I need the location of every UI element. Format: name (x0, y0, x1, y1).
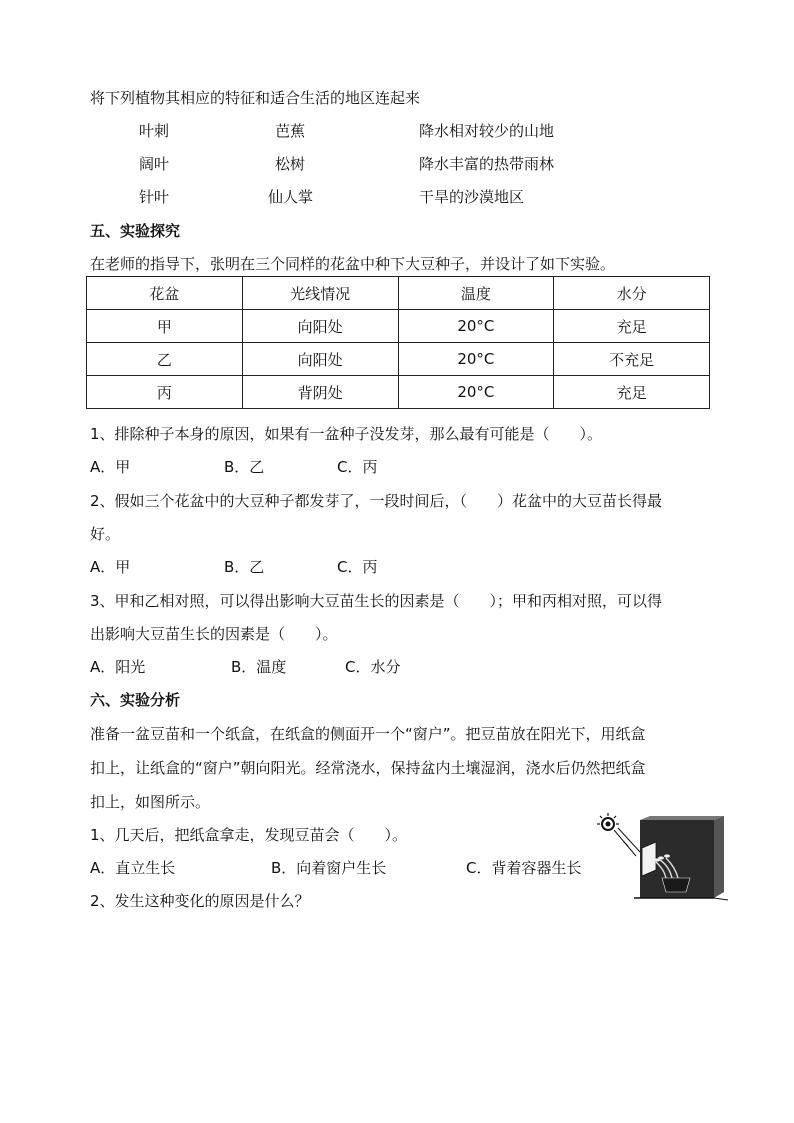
table-cell: 不充足 (554, 343, 710, 376)
section6-paragraph-line: 扣上，让纸盒的“窗户”朝向阳光。经常浇水，保持盆内土壤湿润，浇水后仍然把纸盒 (90, 759, 646, 777)
s5-question-3: 3、甲和乙相对照，可以得出影响大豆苗生长的因素是（ ）；甲和丙相对照，可以得 (90, 592, 663, 610)
table-row (87, 310, 710, 343)
s5-q3-option-c: C．水分 (345, 658, 401, 676)
section5-heading: 五、实验探究 (90, 222, 181, 240)
s5-q3-option-a: A．阳光 (90, 658, 146, 676)
matching-plant: 松树 (275, 155, 306, 173)
table-row (87, 343, 710, 376)
s6-q1-option-a: A．直立生长 (90, 859, 176, 877)
s5-q1-option-b: B．乙 (224, 458, 265, 476)
table-cell: 20°C (398, 376, 554, 409)
seedling-box-figure (594, 812, 730, 904)
matching-plant: 芭蕉 (275, 122, 306, 140)
matching-region: 降水相对较少的山地 (419, 122, 555, 140)
s6-question-2: 2、发生这种变化的原因是什么？ (90, 892, 310, 910)
table-header-cell: 温度 (398, 277, 554, 310)
s5-q1-option-c: C．丙 (337, 458, 378, 476)
s6-q1-option-b: B．向着窗户生长 (271, 859, 387, 877)
s5-question-2-cont: 好。 (90, 525, 121, 543)
section6-heading: 六、实验分析 (90, 691, 181, 709)
section6-paragraph-line: 扣上，如图所示。 (90, 793, 211, 811)
section5-intro: 在老师的指导下，张明在三个同样的花盆中种下大豆种子，并设计了如下实验。 (90, 255, 616, 273)
s5-question-2: 2、假如三个花盆中的大豆种子都发芽了，一段时间后，（ ）花盆中的大豆苗长得最 (90, 492, 663, 510)
table-cell: 乙 (87, 343, 243, 376)
box-window-icon (642, 842, 656, 876)
s5-q1-option-a: A．甲 (90, 458, 131, 476)
matching-feature: 针叶 (139, 188, 170, 206)
table-cell: 向阳处 (242, 343, 398, 376)
s6-q1-option-c: C．背着容器生长 (466, 859, 582, 877)
matching-instruction: 将下列植物其相应的特征和适合生活的地区连起来 (90, 89, 421, 107)
matching-plant: 仙人掌 (268, 188, 314, 206)
table-header-row (87, 277, 710, 310)
s5-q2-option-a: A．甲 (90, 558, 131, 576)
s5-q2-option-c: C．丙 (337, 558, 378, 576)
table-row (87, 376, 710, 409)
s5-q2-option-b: B．乙 (224, 558, 265, 576)
s5-q3-option-b: B．温度 (231, 658, 287, 676)
matching-feature: 叶刺 (139, 122, 170, 140)
table-cell: 充足 (554, 376, 710, 409)
table-cell: 向阳处 (242, 310, 398, 343)
light-ray-icon (614, 828, 640, 856)
matching-region: 降水丰富的热带雨林 (419, 155, 555, 173)
table-cell: 背阴处 (242, 376, 398, 409)
sun-icon (597, 813, 619, 830)
matching-feature: 阔叶 (139, 155, 170, 173)
matching-region: 干旱的沙漠地区 (419, 188, 525, 206)
experiment-table (86, 276, 710, 409)
table-cell: 20°C (398, 310, 554, 343)
table-header-cell: 花盆 (87, 277, 243, 310)
table-cell: 充足 (554, 310, 710, 343)
table-cell: 丙 (87, 376, 243, 409)
table-header-cell: 光线情况 (242, 277, 398, 310)
s5-question-3-cont: 出影响大豆苗生长的因素是（ ）。 (90, 625, 338, 643)
s6-question-1: 1、几天后，把纸盒拿走，发现豆苗会（ ）。 (90, 826, 408, 844)
table-cell: 甲 (87, 310, 243, 343)
table-cell: 20°C (398, 343, 554, 376)
table-header-cell: 水分 (554, 277, 710, 310)
s5-question-1: 1、排除种子本身的原因，如果有一盆种子没发芽，那么最有可能是（ ）。 (90, 425, 603, 443)
section6-paragraph-line: 准备一盆豆苗和一个纸盒，在纸盒的侧面开一个“窗户”。把豆苗放在阳光下，用纸盒 (90, 725, 646, 743)
